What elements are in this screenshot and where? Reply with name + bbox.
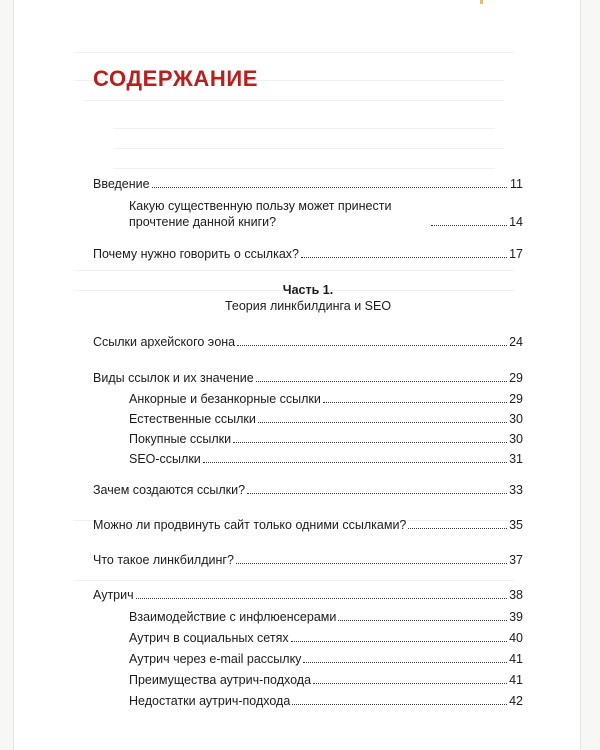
bleed-line [84,100,504,101]
toc-page-number: 30 [509,432,523,446]
bleed-line [114,148,504,149]
dot-leader [292,704,507,705]
toc-entry[interactable] [93,517,523,533]
bleed-line [74,52,514,53]
dot-leader [203,462,507,463]
toc-entry[interactable] [93,246,523,262]
dot-leader [303,662,507,663]
bleed-line [114,168,494,169]
toc-entry-label: Аутрич в социальных сетях [129,631,289,645]
dot-leader [233,442,507,443]
toc-entry-label: Введение [93,177,150,191]
toc-page-number: 29 [509,392,523,406]
toc-entry[interactable] [129,391,523,407]
part-subtitle: Теория линкбилдинга и SEO [224,299,392,313]
toc-entry[interactable] [129,411,523,427]
toc-entry[interactable] [129,672,523,688]
toc-page-number: 42 [509,694,523,708]
toc-entry-label: Какую существенную пользу может принести прочтение данной книги? [129,199,392,229]
toc-page-number: 37 [509,553,523,567]
toc-entry-label: Аутрич [93,588,134,602]
part-title: Часть 1. [282,283,334,297]
toc-entry[interactable] [93,176,523,192]
toc-page-number: 29 [509,371,523,385]
dot-leader [136,598,507,599]
toc-page-number: 41 [509,652,523,666]
toc-entry[interactable] [129,609,523,625]
bleed-line [114,128,494,129]
dot-leader [431,225,507,226]
toc-page-number: 17 [509,247,523,261]
dot-leader [152,187,507,188]
dot-leader [258,422,507,423]
toc-entry-label: Что такое линкбилдинг? [93,553,234,567]
dot-leader [256,381,507,382]
toc-page-number: 31 [509,452,523,466]
toc-page-number: 33 [509,483,523,497]
bleed-line [74,270,514,271]
toc-entry-label: Недостатки аутрич-подхода [129,694,291,708]
toc-entry[interactable] [129,630,523,646]
toc-entry-label: Виды ссылок и их значение [93,371,254,385]
toc-entry[interactable] [93,552,523,568]
toc-page-number: 40 [509,631,523,645]
toc-page-number: 24 [509,335,523,349]
toc-entry[interactable] [129,196,523,230]
toc-entry[interactable] [93,587,523,603]
toc-page-number: 35 [509,518,523,532]
toc-page-number: 39 [509,610,523,624]
contents-heading: СОДЕРЖАНИЕ [93,66,259,91]
dot-leader [313,683,507,684]
toc-entry-label: Естественные ссылки [129,412,256,426]
toc-entry[interactable] [93,334,523,350]
toc-entry-label: Ссылки архейского эона [93,335,236,349]
toc-entry[interactable] [93,370,523,386]
dot-leader [291,641,507,642]
toc-entry-label: SEO-ссылки [129,452,201,466]
dot-leader [236,563,507,564]
toc-entry-label: Взаимодействие с инфлюенсерами [129,610,337,624]
toc-page-number: 41 [509,673,523,687]
toc-page-number: 11 [510,177,523,191]
book-page [14,0,580,750]
toc-page-number: 30 [509,412,523,426]
toc-entry[interactable] [129,693,523,709]
dot-leader [338,620,507,621]
toc-entry[interactable] [129,431,523,447]
dot-leader [247,493,507,494]
toc-entry-label: Покупные ссылки [129,432,232,446]
toc-entry-label: Анкорные и безанкорные ссылки [129,392,321,406]
dot-leader [408,528,507,529]
toc-page-number: 14 [509,215,523,229]
toc-entry-label: Аутрич через e-mail рассылку [129,652,302,666]
toc-entry-label: Зачем создаются ссылки? [93,483,246,497]
toc-entry-label: Можно ли продвинуть сайт только одними ссылками? [93,518,407,532]
dot-leader [323,402,507,403]
bleed-line [74,580,514,581]
dot-leader [301,257,507,258]
toc-entry[interactable] [129,451,523,467]
toc-entry-label: Почему нужно говорить о ссылках? [93,247,299,261]
toc-entry[interactable] [129,651,523,667]
dot-leader [237,345,507,346]
toc-entry-label: Преимущества аутрич-подхода [129,673,312,687]
part-heading [93,282,523,314]
toc-page-number: 38 [509,588,523,602]
print-mark [480,0,483,4]
toc-entry[interactable] [93,482,523,498]
